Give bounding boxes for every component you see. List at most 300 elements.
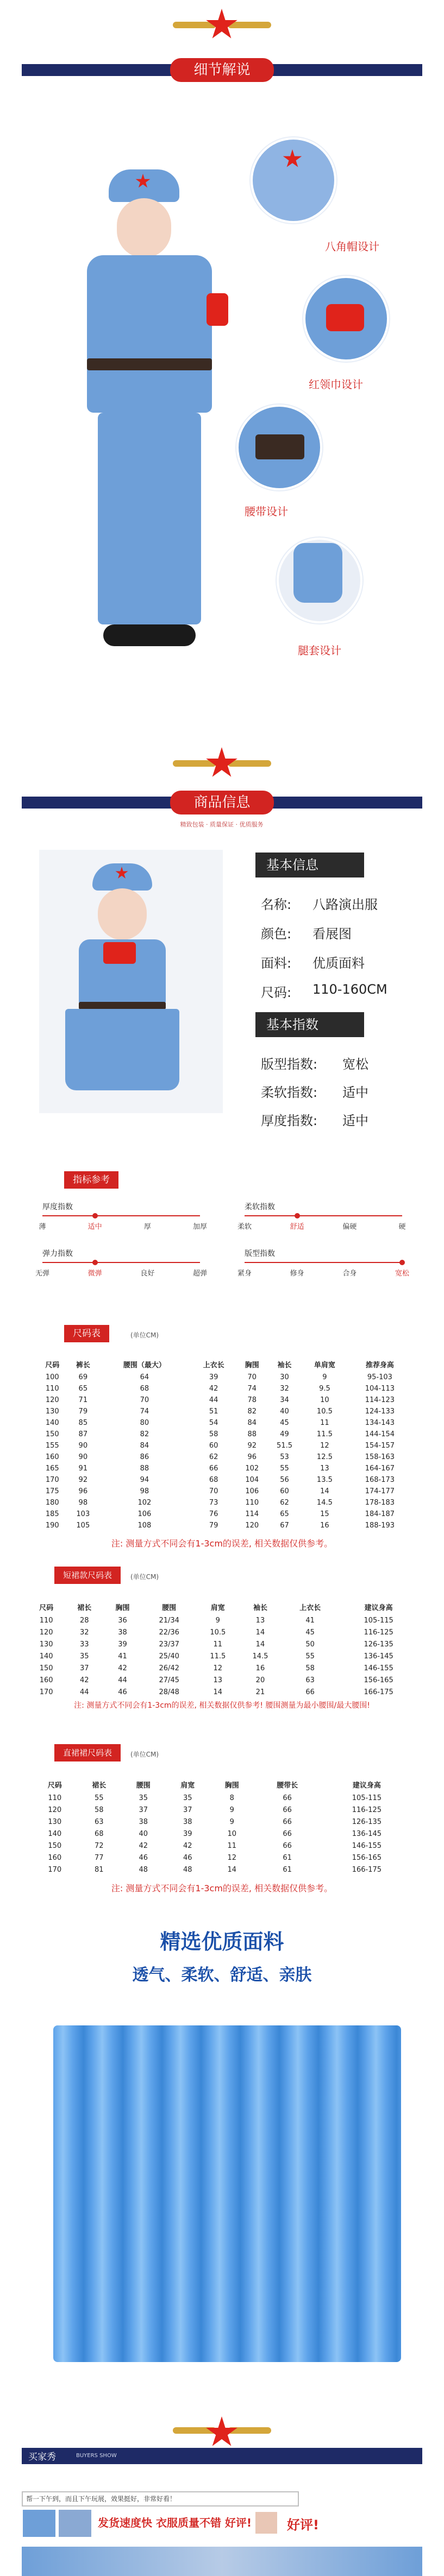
table-cell: 78: [247, 1396, 257, 1404]
size-table-unit: (单位CM): [130, 1331, 159, 1339]
table-cell: 110: [45, 1385, 59, 1393]
table-cell: 35: [80, 1652, 89, 1660]
table-cell: 124-133: [365, 1407, 395, 1416]
index-row-fit-val: 宽松: [342, 1057, 368, 1072]
table-cell: 120: [245, 1521, 259, 1530]
table-cell: 140: [48, 1829, 62, 1838]
table-cell: 66: [283, 1817, 292, 1826]
table-cell: 96: [78, 1487, 88, 1495]
kid-pants: [98, 413, 201, 624]
table-header-cell: 腰围: [162, 1603, 177, 1612]
table-cell: 114-123: [365, 1396, 395, 1404]
scale-selected-dot: [92, 1260, 98, 1265]
table-cell: 42: [139, 1841, 148, 1850]
table-row: [33, 1792, 413, 1804]
review-text-1: 帮一下午到，而且下午玩展，效果挺好，非常好看！: [26, 2495, 177, 2503]
short-skirt-table: [27, 1599, 418, 1698]
table-cell: 156-165: [364, 1676, 393, 1684]
scale-option: 微弹: [87, 1270, 102, 1278]
table-cell: 22/36: [159, 1628, 179, 1637]
kid-face: [117, 198, 171, 258]
table-cell: 53: [280, 1453, 289, 1461]
table-cell: 102: [245, 1464, 259, 1473]
table-cell: 46: [183, 1853, 192, 1862]
table-cell: 60: [209, 1442, 218, 1450]
dress-hat: [92, 863, 152, 891]
table-cell: 9: [322, 1373, 327, 1381]
table-row: [27, 1638, 418, 1650]
table-header-cell: 腰围（最大）: [123, 1361, 166, 1369]
table-header-cell: 建议身高: [364, 1603, 393, 1612]
table-row: [27, 1650, 418, 1662]
basic-row-size-val: 110-160CM: [312, 982, 387, 997]
table-cell: 80: [140, 1419, 149, 1427]
table-row: [37, 1508, 412, 1520]
scale-option: 偏硬: [342, 1223, 357, 1231]
table-cell: 41: [118, 1652, 127, 1660]
table-cell: 51.5: [277, 1442, 292, 1450]
table-cell: 155: [45, 1442, 59, 1450]
table-cell: 42: [80, 1676, 89, 1684]
table-cell: 35: [183, 1794, 192, 1802]
table-cell: 102: [137, 1499, 152, 1507]
straight-skirt-unit: (单位CM): [130, 1751, 159, 1758]
table-cell: 13: [320, 1464, 329, 1473]
index-row-thick-val: 适中: [342, 1113, 368, 1128]
table-cell: 16: [320, 1521, 329, 1530]
table-cell: 108: [137, 1521, 152, 1530]
table-cell: 144-154: [365, 1430, 395, 1438]
table-cell: 60: [280, 1487, 289, 1495]
fabric-subtitle: 透气、柔软、舒适、亲肤: [132, 1966, 312, 1985]
table-cell: 40: [280, 1407, 289, 1416]
table-header-cell: 推荐身高: [365, 1361, 394, 1369]
table-cell: 66: [283, 1829, 292, 1838]
table-cell: 180: [45, 1499, 59, 1507]
table-row: [37, 1372, 412, 1383]
table-cell: 67: [280, 1521, 289, 1530]
table-header-cell: 尺码: [47, 1781, 62, 1790]
table-cell: 95-103: [367, 1373, 392, 1381]
table-cell: 54: [209, 1419, 218, 1427]
detail-label-hat: 八角帽设计: [325, 240, 379, 253]
table-cell: 66: [305, 1688, 315, 1696]
table-cell: 38: [139, 1817, 148, 1826]
table-cell: 21/34: [159, 1616, 179, 1625]
table-cell: 9: [229, 1805, 234, 1814]
table-cell: 126-135: [364, 1640, 393, 1649]
table-header-cell: 单肩宽: [314, 1361, 335, 1369]
info-wing-right: [228, 760, 271, 767]
table-cell: 58: [209, 1430, 218, 1438]
table-cell: 154-157: [365, 1442, 395, 1450]
table-cell: 110: [39, 1616, 53, 1625]
fabric-title: 精选优质面料: [160, 1930, 284, 1954]
scale-option: 宽松: [395, 1270, 409, 1278]
table-row: [33, 1840, 413, 1852]
table-cell: 166-175: [352, 1865, 382, 1874]
review-tag: 好评!: [287, 2517, 319, 2533]
table-cell: 73: [209, 1499, 218, 1507]
basic-row-size-key: 尺码:: [261, 985, 292, 1000]
review-thumb-2: [59, 2510, 91, 2537]
table-cell: 65: [78, 1385, 88, 1393]
scale-option: 无弹: [35, 1270, 49, 1278]
table-cell: 48: [183, 1865, 192, 1874]
table-cell: 110: [245, 1499, 259, 1507]
table-cell: 14: [255, 1628, 265, 1637]
table-cell: 130: [45, 1407, 59, 1416]
review-thumb-3: [255, 2512, 277, 2534]
table-cell: 106: [245, 1487, 259, 1495]
table-cell: 11: [320, 1419, 329, 1427]
size-table: [37, 1356, 412, 1531]
table-row: [27, 1626, 418, 1638]
table-cell: 116-125: [364, 1628, 393, 1637]
dress-skirt: [65, 1009, 179, 1090]
table-cell: 14: [320, 1487, 329, 1495]
table-cell: 150: [48, 1841, 62, 1850]
table-row: [33, 1864, 413, 1876]
table-header-cell: 胸围: [224, 1781, 239, 1790]
table-cell: 104-113: [365, 1385, 395, 1393]
table-cell: 11: [227, 1841, 237, 1850]
scale-option: 紧身: [237, 1270, 252, 1278]
table-cell: 11.5: [210, 1652, 226, 1660]
table-cell: 166-175: [364, 1688, 393, 1696]
table-header-cell: 袖长: [253, 1603, 267, 1612]
table-cell: 174-177: [365, 1487, 395, 1495]
table-cell: 110: [48, 1794, 62, 1802]
table-cell: 36: [118, 1616, 127, 1625]
table-row: [37, 1406, 412, 1417]
table-cell: 61: [283, 1865, 292, 1874]
table-cell: 170: [48, 1865, 62, 1874]
table-cell: 114: [245, 1510, 259, 1518]
table-row: [37, 1486, 412, 1497]
table-cell: 70: [140, 1396, 149, 1404]
review-photo-strip: [22, 2547, 422, 2576]
scale-option: 厚: [143, 1223, 151, 1231]
table-row: [37, 1417, 412, 1429]
detail-label-leg: 腿套设计: [298, 644, 341, 657]
table-cell: 91: [78, 1464, 88, 1473]
table-cell: 160: [48, 1853, 62, 1862]
table-header-cell: 建议身高: [352, 1781, 381, 1790]
dress-scarf: [103, 942, 136, 964]
dress-belt: [79, 1002, 166, 1009]
table-cell: 33: [80, 1640, 89, 1649]
scale-option: 超弹: [192, 1270, 207, 1278]
table-cell: 44: [80, 1688, 89, 1696]
table-header-cell: 胸围: [245, 1361, 259, 1369]
table-cell: 160: [39, 1676, 53, 1684]
scale-option: 硬: [398, 1223, 406, 1231]
table-cell: 150: [39, 1664, 53, 1672]
table-header-cell: 裙长: [77, 1603, 92, 1612]
table-cell: 190: [45, 1521, 59, 1530]
table-cell: 68: [94, 1829, 104, 1838]
index-row-soft-val: 适中: [342, 1085, 368, 1100]
table-cell: 21: [255, 1688, 265, 1696]
scale-option: 适中: [87, 1223, 102, 1231]
table-cell: 39: [183, 1829, 192, 1838]
table-cell: 35: [139, 1794, 148, 1802]
scarf-shape: [326, 304, 364, 331]
table-cell: 98: [78, 1499, 88, 1507]
scale-selected-dot: [399, 1260, 405, 1265]
table-header-cell: 裤长: [76, 1361, 90, 1369]
table-cell: 72: [94, 1841, 104, 1850]
scale-title-3: 版型指数: [245, 1249, 275, 1258]
table-cell: 9: [215, 1616, 220, 1625]
table-cell: 103: [76, 1510, 90, 1518]
table-cell: 64: [140, 1373, 149, 1381]
scale-option: 舒适: [290, 1223, 304, 1231]
table-cell: 170: [39, 1688, 53, 1696]
detail-section-title: 细节解说: [170, 58, 274, 82]
table-header-cell: 腰围: [136, 1781, 151, 1790]
basic-row-fabric-key: 面料:: [261, 956, 292, 971]
table-cell: 10.5: [210, 1628, 226, 1637]
table-cell: 14: [213, 1688, 223, 1696]
table-cell: 39: [118, 1640, 127, 1649]
table-cell: 49: [280, 1430, 289, 1438]
table-cell: 120: [39, 1628, 53, 1637]
table-cell: 58: [94, 1805, 104, 1814]
basic-row-fabric-val: 优质面料: [312, 956, 365, 971]
table-cell: 86: [140, 1453, 149, 1461]
table-cell: 45: [305, 1628, 315, 1637]
table-header-cell: 袖长: [277, 1361, 292, 1369]
table-cell: 105-115: [352, 1794, 382, 1802]
belt-buckle: [255, 434, 304, 459]
table-cell: 14: [227, 1865, 237, 1874]
table-row: [37, 1451, 412, 1463]
table-cell: 92: [78, 1476, 88, 1484]
table-cell: 44: [118, 1676, 127, 1684]
detail-model-photo: [22, 138, 422, 687]
table-cell: 81: [94, 1865, 104, 1874]
table-cell: 105: [76, 1521, 90, 1530]
basic-row-name-key: 名称:: [261, 897, 292, 912]
dress-face: [98, 888, 147, 940]
table-cell: 50: [305, 1640, 315, 1649]
table-cell: 120: [48, 1805, 62, 1814]
table-cell: 56: [280, 1476, 289, 1484]
table-row: [37, 1520, 412, 1531]
table-cell: 74: [247, 1385, 257, 1393]
table-cell: 23/37: [159, 1640, 179, 1649]
table-cell: 136-145: [364, 1652, 393, 1660]
scale-selected-dot: [295, 1213, 300, 1218]
table-cell: 11.5: [316, 1430, 333, 1438]
table-cell: 120: [45, 1396, 59, 1404]
table-cell: 13.5: [316, 1476, 333, 1484]
table-cell: 88: [140, 1464, 149, 1473]
scale-option: 良好: [140, 1270, 155, 1278]
size-table-header: 尺码表: [64, 1325, 109, 1342]
table-cell: 70: [209, 1487, 218, 1495]
reference-header: 指标参考: [64, 1171, 118, 1189]
table-cell: 12: [227, 1853, 237, 1862]
kid-belt: [87, 358, 212, 370]
table-cell: 104: [245, 1476, 259, 1484]
table-cell: 150: [45, 1430, 59, 1438]
table-cell: 61: [283, 1853, 292, 1862]
table-row: [27, 1662, 418, 1674]
scale-option: 合身: [342, 1270, 357, 1278]
table-cell: 126-135: [352, 1817, 382, 1826]
index-row-thick-key: 厚度指数:: [261, 1113, 318, 1128]
table-cell: 28/48: [159, 1688, 179, 1696]
table-cell: 90: [78, 1453, 88, 1461]
table-cell: 38: [118, 1628, 127, 1637]
table-cell: 164-167: [365, 1464, 395, 1473]
table-cell: 156-165: [352, 1853, 382, 1862]
buyer-show-label: 买家秀: [28, 2452, 56, 2463]
table-row: [37, 1394, 412, 1406]
banner-wing-right: [228, 22, 271, 28]
table-row: [33, 1816, 413, 1828]
table-cell: 25/40: [159, 1652, 179, 1660]
table-cell: 30: [280, 1373, 289, 1381]
table-cell: 130: [48, 1817, 62, 1826]
table-header-cell: 上衣长: [203, 1361, 224, 1369]
table-cell: 140: [45, 1419, 59, 1427]
table-header-cell: 腰带长: [277, 1781, 298, 1790]
review-line-1: [22, 2491, 299, 2506]
scale-line-3: [245, 1262, 402, 1263]
info-section-title: 商品信息: [170, 791, 274, 815]
straight-skirt-table: [33, 1777, 413, 1876]
table-cell: 55: [94, 1794, 104, 1802]
buyer-show-label-en: BUYERS SHOW: [76, 2453, 117, 2459]
index-row-fit-key: 版型指数:: [261, 1057, 318, 1072]
table-cell: 58: [305, 1664, 315, 1672]
review-text-2: 发货速度快 衣服质量不错 好评!: [98, 2516, 252, 2529]
table-cell: 42: [183, 1841, 192, 1850]
fabric-photo: [53, 2025, 401, 2362]
short-skirt-note: 注: 测量方式不同会有1-3cm的误差, 相关数据仅供参考! 腰围测量为最小腰围/最大腰围!: [74, 1701, 370, 1710]
table-header-cell: 尺码: [45, 1361, 60, 1369]
basic-row-color-key: 颜色:: [261, 926, 292, 942]
table-header-cell: 尺码: [39, 1603, 54, 1612]
table-cell: 44: [209, 1396, 218, 1404]
table-row: [27, 1674, 418, 1686]
table-header-cell: 肩宽: [210, 1603, 225, 1612]
table-cell: 79: [78, 1407, 88, 1416]
scale-line-2: [42, 1262, 200, 1263]
table-cell: 88: [247, 1430, 257, 1438]
straight-skirt-header: 直裙裙尺码表: [54, 1744, 121, 1761]
table-cell: 9.5: [319, 1385, 330, 1393]
kid-jacket: [87, 255, 212, 413]
table-cell: 8: [229, 1794, 234, 1802]
table-header-cell: 胸围: [115, 1603, 130, 1612]
table-cell: 77: [94, 1853, 104, 1862]
table-cell: 14.5: [252, 1652, 268, 1660]
table-cell: 66: [283, 1841, 292, 1850]
short-skirt-header: 短裙款尺码表: [54, 1567, 121, 1584]
table-cell: 41: [305, 1616, 315, 1625]
table-cell: 130: [39, 1640, 53, 1649]
table-cell: 15: [320, 1510, 329, 1518]
table-row: [33, 1828, 413, 1840]
scale-option: 修身: [290, 1270, 304, 1278]
table-cell: 14: [255, 1640, 265, 1649]
index-header: 基本指数: [255, 1012, 364, 1037]
scale-line-1: [245, 1215, 402, 1216]
table-cell: 68: [140, 1385, 149, 1393]
table-cell: 11: [213, 1640, 223, 1649]
table-cell: 94: [140, 1476, 149, 1484]
table-cell: 28: [80, 1616, 89, 1625]
table-cell: 51: [209, 1407, 218, 1416]
scale-selected-dot: [92, 1213, 98, 1218]
table-cell: 55: [305, 1652, 315, 1660]
table-cell: 105-115: [364, 1616, 393, 1625]
table-cell: 55: [280, 1464, 289, 1473]
table-cell: 32: [80, 1628, 89, 1637]
detail-label-scarf: 红领巾设计: [309, 378, 363, 391]
scale-title-1: 柔软指数: [245, 1203, 275, 1211]
index-row-soft-key: 柔软指数:: [261, 1085, 318, 1100]
table-cell: 69: [78, 1373, 88, 1381]
table-cell: 70: [247, 1373, 257, 1381]
table-cell: 85: [78, 1419, 88, 1427]
table-row: [37, 1383, 412, 1394]
table-cell: 146-155: [364, 1664, 393, 1672]
scale-option: 薄: [39, 1223, 46, 1231]
table-cell: 37: [183, 1805, 192, 1814]
table-cell: 12: [320, 1442, 329, 1450]
table-cell: 160: [45, 1453, 59, 1461]
scale-line-0: [42, 1215, 200, 1216]
table-cell: 48: [139, 1865, 148, 1874]
table-cell: 90: [78, 1442, 88, 1450]
table-cell: 168-173: [365, 1476, 395, 1484]
table-cell: 14.5: [316, 1499, 333, 1507]
table-cell: 84: [140, 1442, 149, 1450]
table-row: [37, 1497, 412, 1508]
table-cell: 65: [280, 1510, 289, 1518]
table-cell: 46: [118, 1688, 127, 1696]
table-cell: 134-143: [365, 1419, 395, 1427]
table-row: [37, 1429, 412, 1440]
scale-option: 柔软: [237, 1223, 252, 1231]
basic-info-header: 基本信息: [255, 853, 364, 877]
table-cell: 20: [255, 1676, 265, 1684]
table-cell: 96: [247, 1453, 257, 1461]
table-cell: 68: [209, 1476, 218, 1484]
table-cell: 13: [213, 1676, 223, 1684]
basic-row-name-val: 八路演出服: [312, 897, 378, 912]
scale-title-2: 弹力指数: [42, 1249, 73, 1258]
table-row: [27, 1614, 418, 1626]
table-cell: 158-163: [365, 1453, 395, 1461]
table-cell: 27/45: [159, 1676, 179, 1684]
table-cell: 12.5: [316, 1453, 333, 1461]
table-cell: 66: [283, 1794, 292, 1802]
short-skirt-unit: (单位CM): [130, 1573, 159, 1581]
table-cell: 40: [139, 1829, 148, 1838]
table-cell: 184-187: [365, 1510, 395, 1518]
table-row: [27, 1686, 418, 1698]
straight-skirt-note: 注: 测量方式不同会有1-3cm的误差, 相关数据仅供参考。: [111, 1883, 333, 1893]
scale-option: 加厚: [192, 1223, 207, 1231]
table-cell: 92: [247, 1442, 257, 1450]
